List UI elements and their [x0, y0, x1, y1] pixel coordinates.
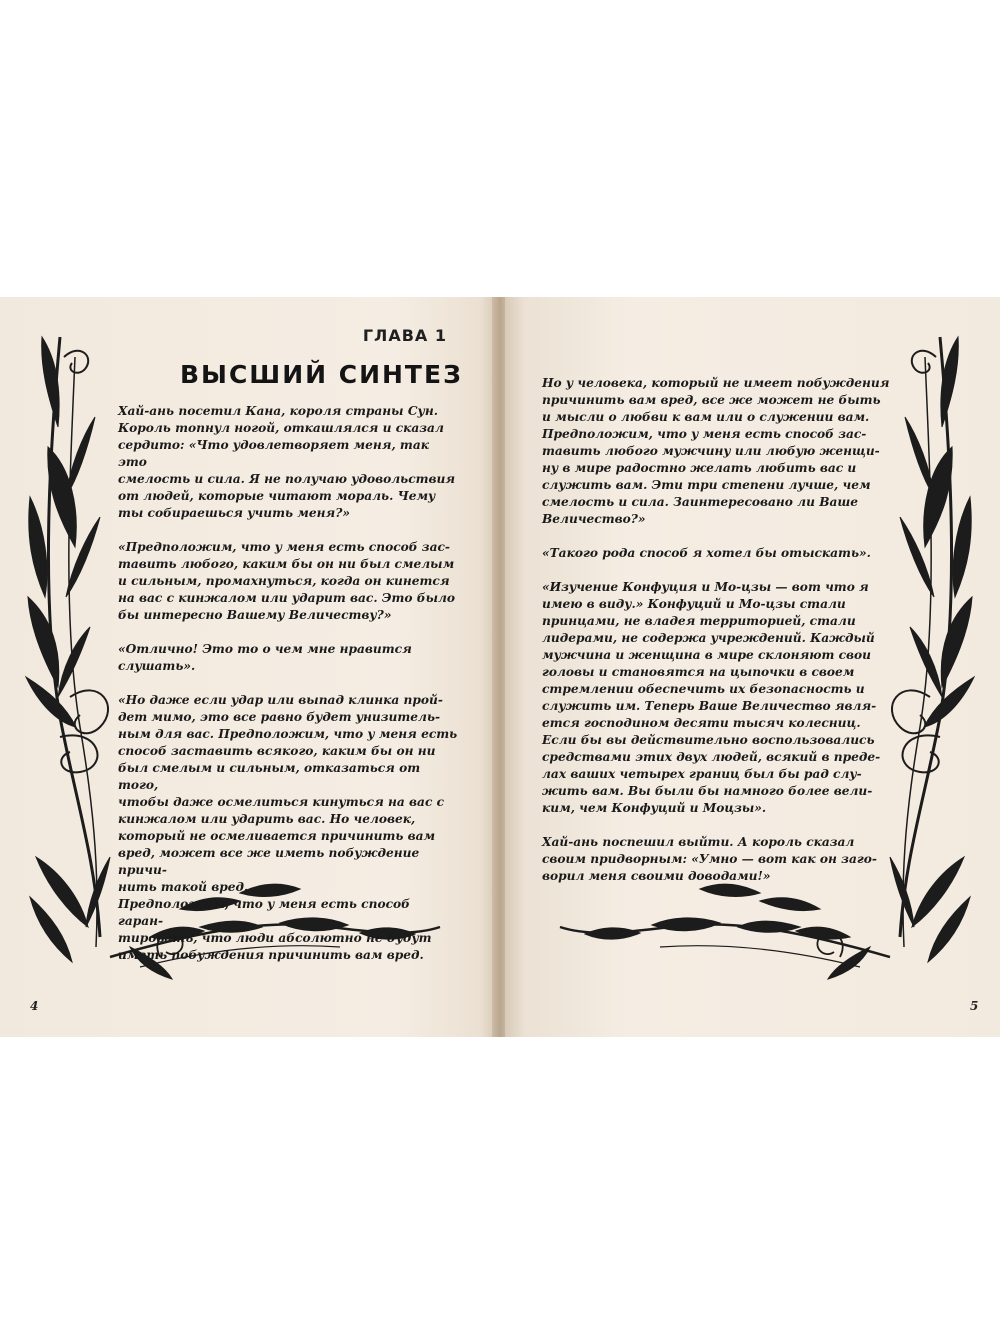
text-line: лах ваших четырех границ был бы рад слу-: [542, 767, 862, 781]
text-line: Хай-ань поспешил выйти. А король сказал: [542, 835, 855, 849]
text-line: Величество?»: [542, 512, 646, 526]
text-line: причинить вам вред, все же может не быть: [542, 393, 881, 407]
text-line: принцами, не владея территорией, стали: [542, 614, 856, 628]
text-line: на вас с кинжалом или ударит вас. Это было: [118, 591, 456, 605]
paragraph: [542, 375, 892, 426]
paragraph: [542, 426, 892, 528]
paragraph: [542, 545, 892, 562]
text-line: иметь побуждения причинить вам вред.: [118, 948, 424, 962]
text-line: лидерами, не содержа учреждений. Каждый: [542, 631, 875, 645]
text-line: Король топнул ногой, откашлялся и сказал: [118, 421, 444, 435]
chapter-title: ВЫСШИЙ СИНТЕЗ: [180, 360, 463, 389]
page-number-right: 5: [970, 999, 979, 1013]
text-line: был смелым и сильным, отказаться от того,: [118, 761, 421, 792]
text-line: «Изучение Конфуция и Мо-цзы — вот что я: [542, 580, 869, 594]
text-line: слушать».: [118, 659, 196, 673]
paragraph: [542, 834, 892, 885]
text-line: Предположим, что у меня есть способ зас-: [542, 427, 867, 441]
text-line: средствами этих двух людей, всякий в преде-: [542, 750, 881, 764]
text-line: тавить любого, каким бы он ни был смелым: [118, 557, 455, 571]
text-line: сердито: «Что удовлетворяет меня, так это: [118, 438, 429, 469]
text-line: ворил меня своими доводами!»: [542, 869, 771, 883]
right-page-body: [542, 375, 892, 885]
paragraph: [542, 579, 892, 817]
text-line: смелость и сила. Я не получаю удовольствия: [118, 472, 456, 486]
text-line: тировать, что люди абсолютно не будут: [118, 931, 432, 945]
text-line: «Такого рода способ я хотел бы отыскать».: [542, 546, 871, 560]
text-line: имею в виду.» Конфуций и Мо-цзы стали: [542, 597, 846, 611]
text-line: своим придворным: «Умно — вот как он заго-: [542, 852, 877, 866]
left-page: [0, 297, 495, 1037]
text-line: нить такой вред.: [118, 880, 249, 894]
text-line: чтобы даже осмелиться кинуться на вас с: [118, 795, 445, 809]
paragraph: [118, 692, 458, 896]
text-line: ну в мире радостно желать любить вас и: [542, 461, 857, 475]
text-line: служить им. Теперь Ваше Величество явля-: [542, 699, 877, 713]
text-line: ным для вас. Предположим, что у меня есть: [118, 727, 458, 741]
paragraph: [118, 896, 458, 964]
text-line: смелость и сила. Заинтересовано ли Ваше: [542, 495, 859, 509]
text-line: способ заставить всякого, каким бы он ни: [118, 744, 436, 758]
text-line: и мысли о любви к вам или о служении вам.: [542, 410, 870, 424]
paragraph: [118, 539, 458, 624]
text-line: бы интересно Вашему Величеству?»: [118, 608, 392, 622]
text-line: тавить любого мужчину или любую женщи-: [542, 444, 880, 458]
text-line: кинжалом или ударить вас. Но человек,: [118, 812, 416, 826]
book-spread: [0, 297, 1000, 1037]
text-line: стремлении обеспечить их безопасность и: [542, 682, 865, 696]
text-line: жить вам. Вы были бы намного более вели-: [542, 784, 873, 798]
text-line: «Предположим, что у меня есть способ зас-: [118, 540, 450, 554]
text-line: Предположим, что у меня есть способ гаран-: [118, 897, 410, 928]
text-line: который не осмеливается причинить вам: [118, 829, 436, 843]
text-line: от людей, которые читают мораль. Чему: [118, 489, 436, 503]
left-page-body: [118, 403, 458, 964]
text-line: «Отлично! Это то о чем мне нравится: [118, 642, 412, 656]
paragraph: [118, 403, 458, 522]
right-page: [505, 297, 1000, 1037]
text-line: мужчина и женщина в мире склоняют свои: [542, 648, 872, 662]
text-line: «Но даже если удар или выпад клинка прой-: [118, 693, 443, 707]
text-line: дет мимо, это все равно будет унизитель-: [118, 710, 441, 724]
chapter-label: ГЛАВА 1: [362, 326, 447, 345]
text-line: служить вам. Эти три степени лучше, чем: [542, 478, 871, 492]
text-line: Если бы вы действительно воспользовались: [542, 733, 875, 747]
text-line: ким, чем Конфуций и Моцзы».: [542, 801, 767, 815]
text-line: ты собираешься учить меня?»: [118, 506, 350, 520]
text-line: Но у человека, который не имеет побуждения: [542, 376, 890, 390]
text-line: ется господином десяти тысяч колесниц.: [542, 716, 861, 730]
page-number-left: 4: [30, 999, 39, 1013]
text-line: вред, может все же иметь побуждение причи-: [118, 846, 420, 877]
text-line: головы и становятся на цыпочки в своем: [542, 665, 855, 679]
text-line: и сильным, промахнуться, когда он кинется: [118, 574, 450, 588]
paragraph: [118, 641, 458, 675]
text-line: Хай-ань посетил Кана, короля страны Сун.: [118, 404, 438, 418]
